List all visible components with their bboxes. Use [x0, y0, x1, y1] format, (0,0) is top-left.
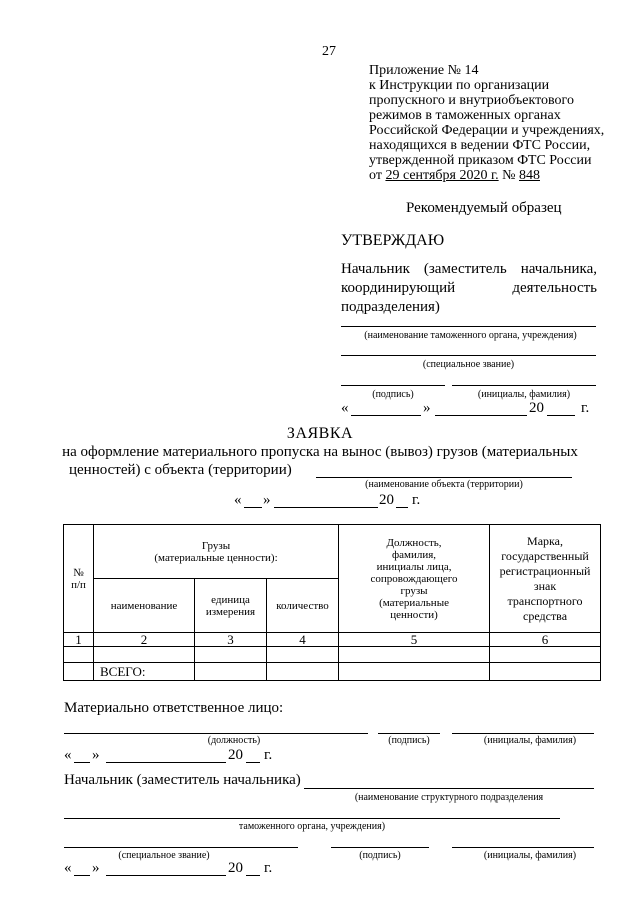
object-name-line[interactable] — [316, 477, 572, 478]
rank-line[interactable] — [341, 355, 596, 356]
date-quote-open: « — [234, 492, 242, 508]
table-cell[interactable] — [490, 663, 601, 681]
table-cell[interactable] — [64, 663, 94, 681]
column-number: 3 — [195, 633, 267, 647]
goods-table — [63, 524, 601, 681]
year-line[interactable] — [246, 875, 260, 876]
application-date — [234, 492, 434, 512]
responsible-date — [64, 747, 284, 767]
appendix-line: к Инструкции по организации — [369, 78, 550, 93]
date-quote-close: » — [92, 747, 100, 763]
appendix-line: Российской Федерации и учреждениях, — [369, 123, 605, 138]
page-number: 27 — [322, 44, 336, 59]
appendix-line: находящихся в ведении ФТС России, — [369, 138, 591, 153]
signature-hint: (подпись) — [372, 389, 414, 400]
position-line[interactable] — [64, 733, 368, 734]
header-unit: единица измерения — [195, 579, 267, 633]
table-row[interactable] — [64, 663, 601, 681]
appendix-line: Приложение № 14 — [369, 63, 479, 78]
application-subtitle: на оформление материального пропуска на вынос (вывоз) грузов (материальных — [62, 444, 578, 460]
signature-line[interactable] — [331, 847, 429, 848]
year-suffix: г. — [581, 400, 590, 416]
appendix-line: режимов в таможенных органах — [369, 108, 561, 123]
initials-hint: (инициалы, фамилия) — [483, 850, 577, 861]
column-number: 2 — [94, 633, 195, 647]
column-number: 5 — [339, 633, 490, 647]
table-row[interactable] — [64, 647, 601, 663]
signature-hint: (подпись) — [388, 735, 430, 746]
approve-title: УТВЕРЖДАЮ — [341, 232, 445, 249]
initials-line[interactable] — [452, 733, 594, 734]
initials-line[interactable] — [452, 847, 594, 848]
org-name-hint: (наименование таможенного органа, учреждения) — [364, 330, 577, 341]
chief-date — [64, 860, 284, 880]
year-prefix: 20 — [529, 400, 544, 416]
year-prefix: 20 — [228, 860, 243, 876]
approver-word: деятельность — [512, 280, 597, 296]
order-date: 29 сентября 2020 г. — [385, 168, 499, 183]
column-number: 6 — [490, 633, 601, 647]
table-cell[interactable] — [339, 647, 490, 663]
header-person: Должность, фамилия, инициалы лица, сопровождающего грузы (материальные ценности) — [339, 525, 490, 633]
approver-line: подразделения) — [341, 299, 440, 315]
date-quote-close: » — [92, 860, 100, 876]
header-name: наименование — [94, 579, 195, 633]
appendix-line: утвержденной приказом ФТС России — [369, 153, 592, 168]
object-name-hint: (наименование объекта (территории) — [365, 479, 523, 490]
month-line[interactable] — [106, 762, 226, 763]
year-suffix: г. — [412, 492, 421, 508]
year-suffix: г. — [264, 860, 273, 876]
header-vehicle: Марка, государственный регистрационный знак транспортного средства — [490, 525, 601, 633]
total-label: ВСЕГО: — [94, 663, 195, 681]
year-line[interactable] — [246, 762, 260, 763]
signature-line[interactable] — [378, 733, 440, 734]
month-line[interactable] — [274, 507, 378, 508]
chief-label: Начальник (заместитель начальника) — [64, 772, 301, 788]
responsible-label: Материально ответственное лицо: — [64, 700, 284, 716]
initials-line[interactable] — [452, 385, 596, 386]
year-prefix: 20 — [379, 492, 394, 508]
unit-name-line[interactable] — [304, 788, 594, 789]
org-name-line[interactable] — [341, 326, 596, 327]
number-prefix: № — [502, 168, 516, 183]
header-qty: количество — [267, 579, 339, 633]
year-prefix: 20 — [228, 747, 243, 763]
signature-line[interactable] — [341, 385, 445, 386]
signature-hint: (подпись) — [359, 850, 401, 861]
appendix-date-line — [369, 168, 609, 183]
date-prefix: от — [369, 168, 382, 183]
unit-name-hint: (наименование структурного подразделения — [354, 792, 544, 803]
day-line[interactable] — [74, 875, 90, 876]
recommended-sample-label: Рекомендуемый образец — [406, 200, 562, 216]
column-number: 4 — [267, 633, 339, 647]
rank-hint: (специальное звание) — [118, 850, 210, 861]
table-cell[interactable] — [195, 647, 267, 663]
date-quote-open: « — [64, 860, 72, 876]
initials-hint: (инициалы, фамилия) — [483, 735, 577, 746]
application-subtitle-2: ценностей) с объекта (территории) — [69, 462, 292, 478]
table-cell[interactable] — [64, 647, 94, 663]
rank-line[interactable] — [64, 847, 298, 848]
approve-date — [341, 400, 601, 420]
header-goods: Грузы (материальные ценности): — [94, 525, 339, 579]
year-line[interactable] — [547, 415, 575, 416]
date-quote-open: « — [64, 747, 72, 763]
approver-line — [341, 279, 597, 298]
table-cell[interactable] — [339, 663, 490, 681]
org-name-hint: таможенного органа, учреждения) — [238, 821, 386, 832]
approver-line: Начальник (заместитель начальника, — [341, 261, 597, 277]
column-number: 1 — [64, 633, 94, 647]
day-line[interactable] — [244, 507, 262, 508]
position-hint: (должность) — [207, 735, 261, 746]
application-title: ЗАЯВКА — [286, 425, 354, 442]
table-cell[interactable] — [195, 663, 267, 681]
approver-word: координирующий — [341, 280, 456, 296]
table-row — [64, 633, 601, 647]
date-quote-open: « — [341, 400, 349, 416]
rank-hint: (специальное звание) — [422, 359, 515, 370]
month-line[interactable] — [435, 415, 527, 416]
table-cell[interactable] — [267, 647, 339, 663]
month-line[interactable] — [106, 875, 226, 876]
table-cell[interactable] — [490, 647, 601, 663]
appendix-line: пропускного и внутриобъектового — [369, 93, 574, 108]
header-num: № п/п — [64, 525, 94, 633]
table-cell[interactable] — [267, 663, 339, 681]
approver-position — [341, 260, 597, 317]
year-line[interactable] — [396, 507, 408, 508]
table-cell[interactable] — [94, 647, 195, 663]
org-name-line[interactable] — [64, 818, 560, 819]
date-quote-close: » — [423, 400, 431, 416]
day-line[interactable] — [351, 415, 421, 416]
day-line[interactable] — [74, 762, 90, 763]
appendix-header — [369, 63, 609, 183]
year-suffix: г. — [264, 747, 273, 763]
initials-hint: (инициалы, фамилия) — [477, 389, 571, 400]
date-quote-close: » — [263, 492, 271, 508]
order-number: 848 — [519, 168, 540, 183]
